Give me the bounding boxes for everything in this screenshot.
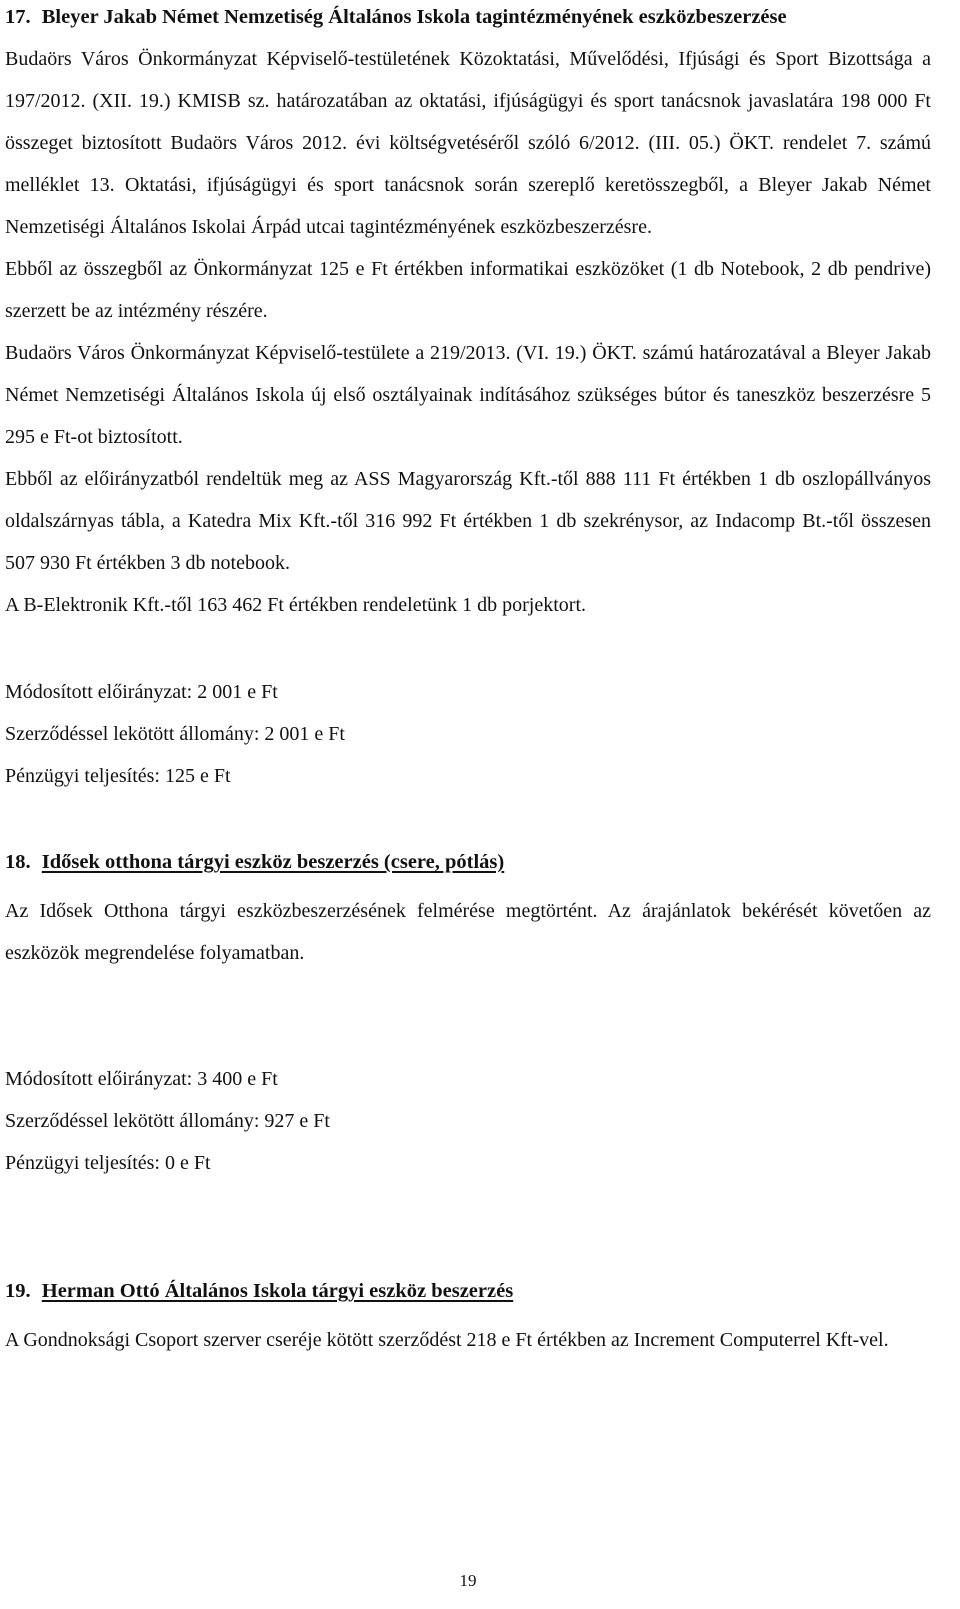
document-page	[5, 0, 931, 1361]
budget-summary	[5, 671, 931, 797]
section-title: Idősek otthona tárgyi eszköz beszerzés (csere, pótlás)	[41, 851, 505, 873]
body-paragraph: Budaörs Város Önkormányzat Képviselő-testülete a 219/2013. (VI. 19.) ÖKT. számú határozatával a Bleyer Jakab Német Nemzetiségi Általános Iskola új első osztályainak indításához szükséges bútor és taneszköz beszerzésre 5 295 e Ft-ot biztosított.	[5, 342, 931, 448]
contracted-amount: Szerződéssel lekötött állomány: 2 001 e Ft	[5, 723, 345, 745]
spacer	[5, 883, 931, 890]
body-paragraph: A B-Elektronik Kft.-től 163 462 Ft értékben rendeletünk 1 db porjektort.	[5, 594, 586, 616]
financial-completion: Pénzügyi teljesítés: 0 e Ft	[5, 1152, 211, 1174]
modified-appropriation: Módosított előirányzat: 3 400 e Ft	[5, 1068, 278, 1090]
spacer	[5, 1312, 931, 1319]
body-paragraph: A Gondnoksági Csoport szerver cseréje kötött szerződést 218 e Ft értékben az Increment Computerrel Kft-vel.	[5, 1329, 889, 1351]
section-17	[5, 0, 931, 797]
body-paragraph: Ebből az összegből az Önkormányzat 125 e Ft értékben informatikai eszközöket (1 db Notebook, 2 db pendrive) szerzett be az intézmény részére.	[5, 258, 931, 322]
spacer	[5, 797, 931, 841]
budget-summary	[5, 1058, 931, 1184]
body-paragraph: Ebből az előirányzatból rendeltük meg az ASS Magyarország Kft.-től 888 111 Ft értékben 1 db oszlopállványos oldalszárnyas tábla, a Katedra Mix Kft.-től 316 992 Ft értékben 1 db szekrénysor, az Indacomp Bt.-től összesen 507 930 Ft értékben 3 db notebook.	[5, 468, 931, 574]
section-heading	[5, 0, 931, 38]
modified-appropriation: Módosított előirányzat: 2 001 e Ft	[5, 681, 278, 703]
body-paragraph: Az Idősek Otthona tárgyi eszközbeszerzésének felmérése megtörtént. Az árajánlatok bekérését követően az eszközök megrendelése folyamatban.	[5, 900, 931, 964]
spacer	[5, 974, 931, 1058]
section-heading	[5, 841, 931, 883]
section-19	[5, 1270, 931, 1361]
section-number: 17.	[5, 6, 31, 28]
section-number: 18.	[5, 851, 31, 873]
section-number: 19.	[5, 1280, 31, 1302]
body-paragraph: Budaörs Város Önkormányzat Képviselő-testületének Közoktatási, Művelődési, Ifjúsági és Sport Bizottsága a 197/2012. (XII. 19.) KMISB sz. határozatában az oktatási, ifjúságügyi és sport tanácsnok javaslatára 198 000 Ft összeget biztosított Budaörs Város 2012. évi költségvetéséről szóló 6/2012. (III. 05.) ÖKT. rendelet 7. számú melléklet 13. Oktatási, ifjúságügyi és sport tanácsnok során szereplő keretösszegből, a Bleyer Jakab Német Nemzetiségi Általános Iskolai Árpád utcai tagintézményének eszközbeszerzésre.	[5, 48, 931, 238]
spacer	[5, 626, 931, 671]
page-number: 19	[459, 1571, 477, 1590]
section-title: Herman Ottó Általános Iskola tárgyi eszköz beszerzés	[41, 1280, 514, 1302]
section-18	[5, 841, 931, 1184]
section-heading	[5, 1270, 931, 1312]
contracted-amount: Szerződéssel lekötött állomány: 927 e Ft	[5, 1110, 330, 1132]
section-title: Bleyer Jakab Német Nemzetiség Általános Iskola tagintézményének eszközbeszerzése	[41, 6, 787, 28]
financial-completion: Pénzügyi teljesítés: 125 e Ft	[5, 765, 231, 787]
spacer	[5, 1184, 931, 1270]
